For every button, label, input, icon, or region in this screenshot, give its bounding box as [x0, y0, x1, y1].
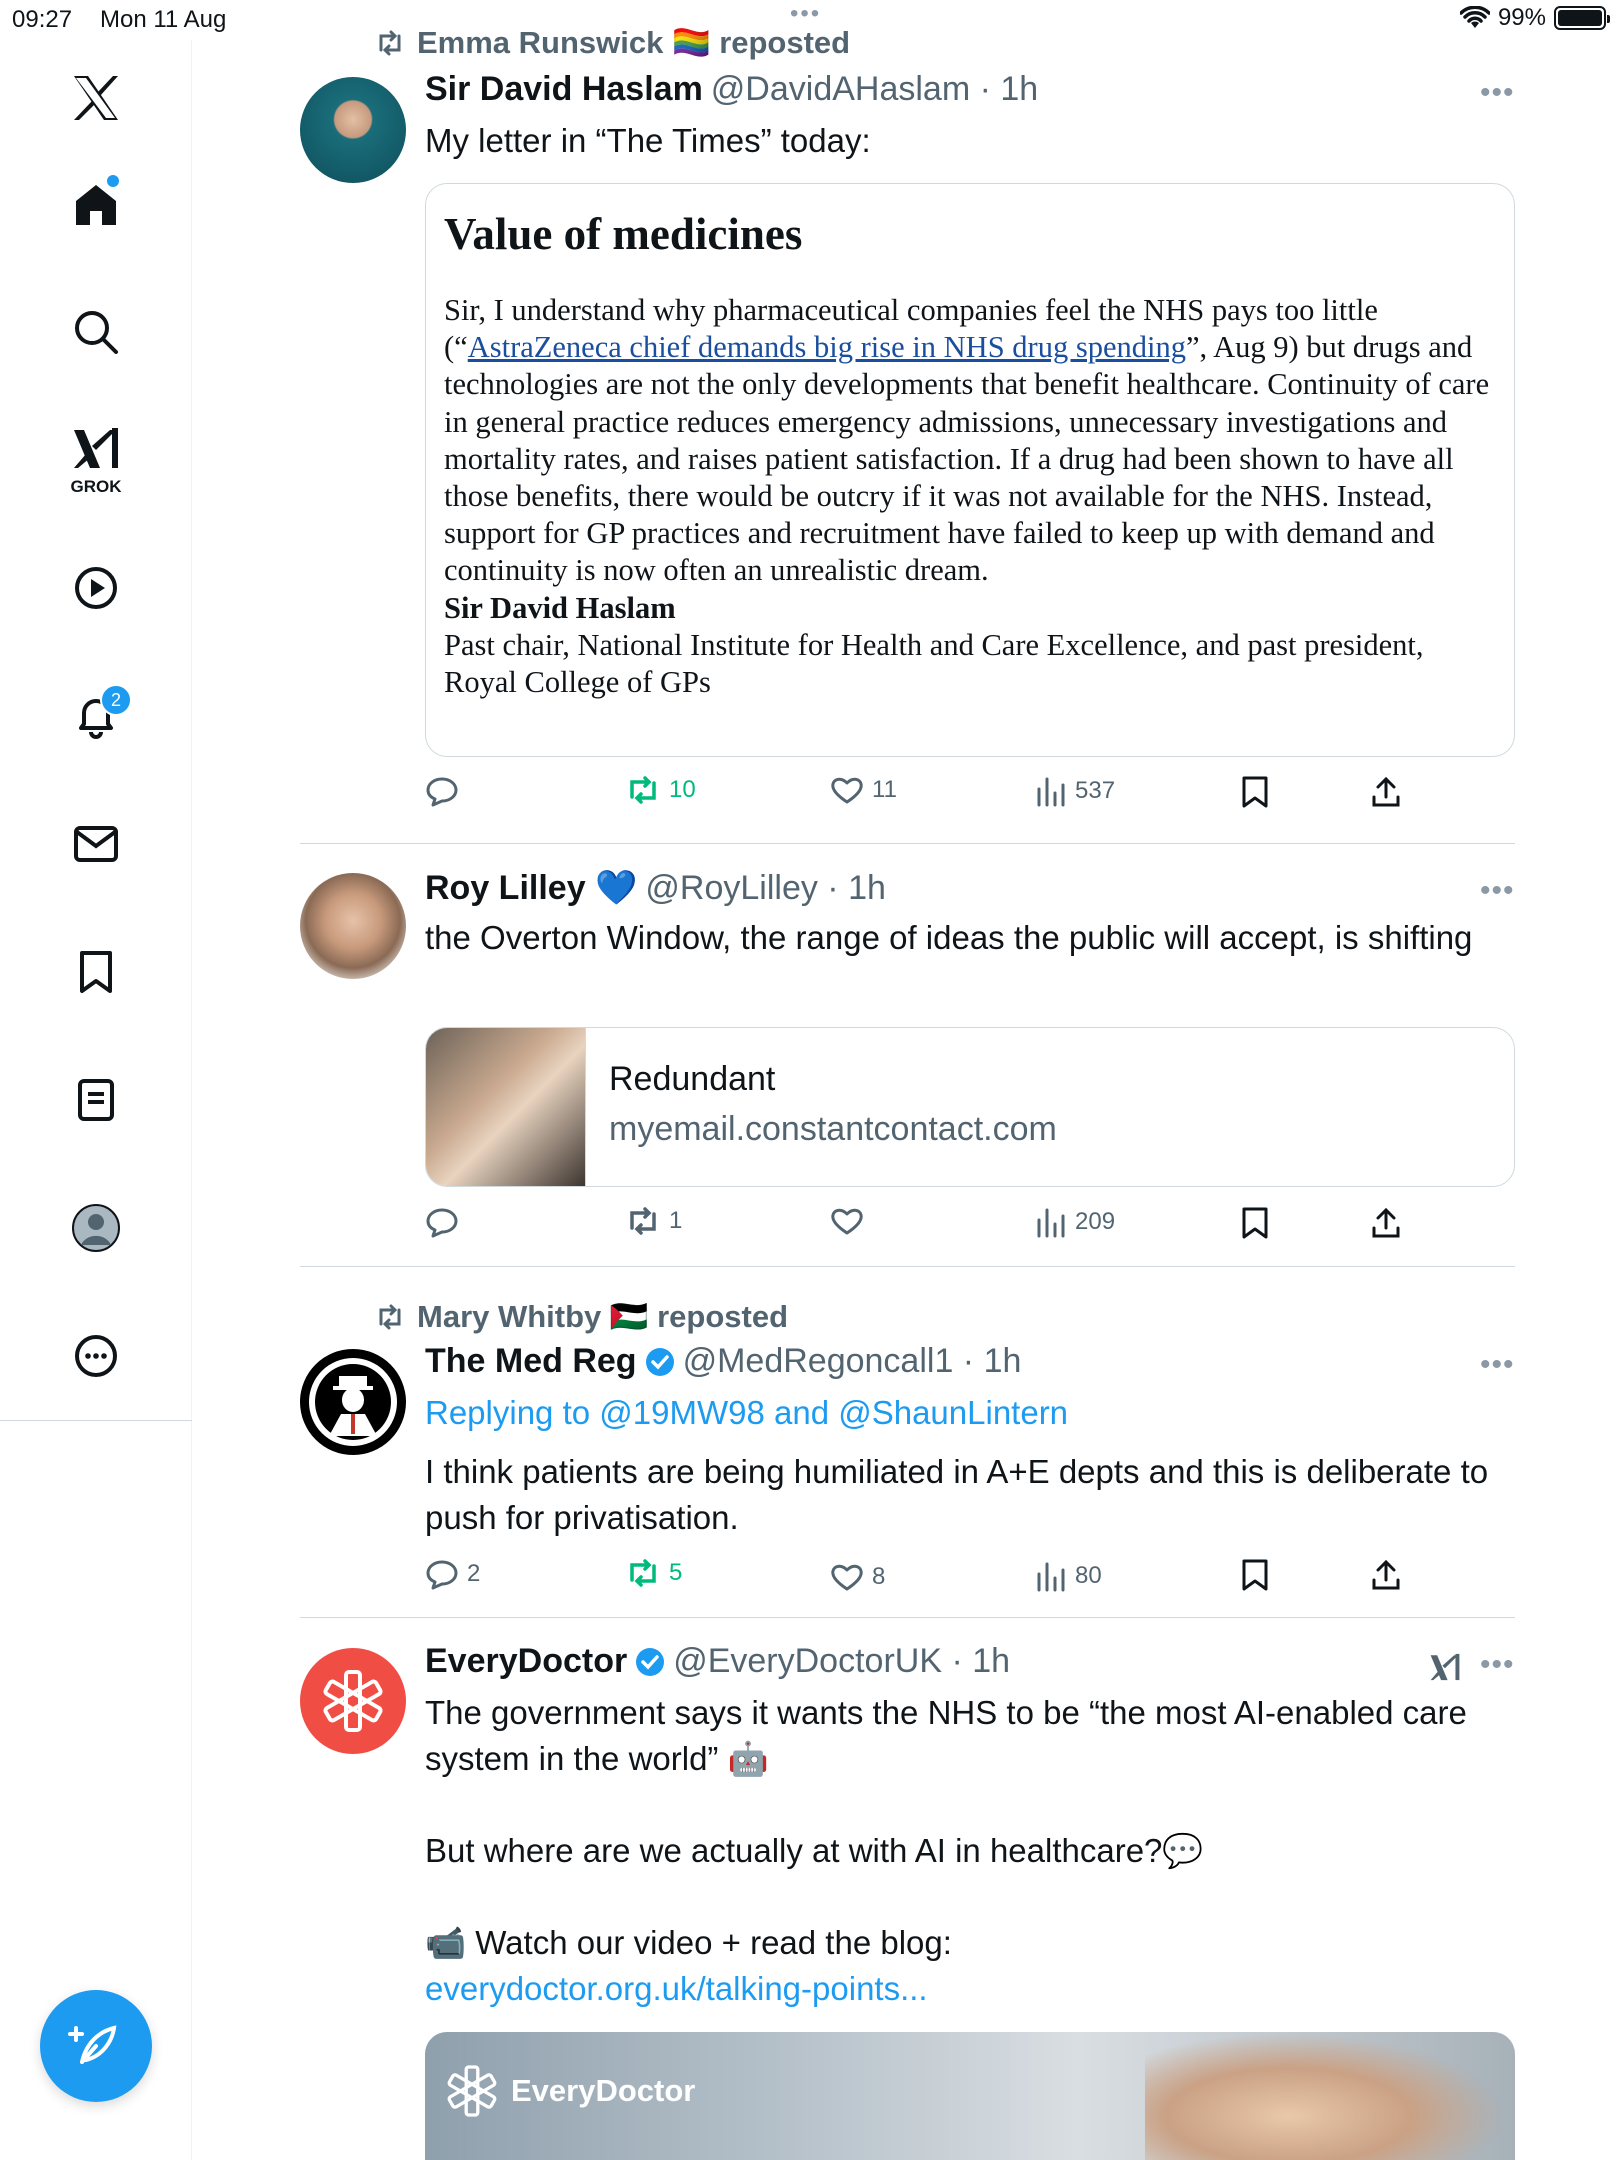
like-button[interactable] — [830, 1206, 872, 1236]
link-preview-domain: myemail.constantcontact.com — [609, 1110, 1057, 1148]
letter-credentials: Past chair, National Institute for Health and Care Excellence, and past president, Royal College of GPs — [444, 627, 1424, 700]
author-name[interactable]: Roy Lilley 💙 — [425, 869, 638, 907]
messages-envelope-icon[interactable] — [66, 814, 126, 874]
sidebar — [0, 40, 192, 2160]
repost-label: Emma Runswick 🏳️‍🌈 reposted — [417, 25, 851, 60]
video-play-icon[interactable] — [66, 558, 126, 618]
views-button[interactable]: 209 — [1035, 1206, 1115, 1238]
reply-icon — [425, 1206, 459, 1238]
video-brand — [443, 2062, 695, 2120]
video-brand-label: EveryDoctor — [511, 2073, 696, 2108]
letter-link: AstraZeneca chief demands big rise in NHS drug spending — [467, 330, 1186, 365]
bookmark-button[interactable] — [1240, 1206, 1270, 1240]
letter-signature: Sir David Haslam — [444, 590, 676, 625]
repost-button[interactable]: 5 — [625, 1558, 682, 1588]
video-preview[interactable] — [425, 2032, 1515, 2160]
wifi-icon — [1460, 6, 1490, 30]
lists-icon[interactable] — [66, 1070, 126, 1130]
letter-body: Sir, I understand why pharmaceutical companies feel the NHS pays too little (“AstraZeneca chief demands big rise in NHS drug spending”, Aug 9) but drugs and technologies are not the only developments that benefit healthcare. Continuity of care in general practice reduces emergency admissions, unnecessary investigations and mortality rates, and raises patient satisfaction. If a drug had been shown to have all those benefits, there would be outcry if it was not available for the NHS. Instead, support for GP practices and recruitment have failed to keep up with demand and continuity is now often an unrealistic dream. Sir David Haslam Past chair, National Institute for Health and Care Excellence, and past president, Royal College of GPs — [444, 293, 1490, 700]
medical-star-logo-icon — [443, 2062, 501, 2120]
reply-icon — [425, 775, 459, 807]
bookmarks-icon[interactable] — [66, 942, 126, 1002]
notifications-bell-icon[interactable] — [66, 686, 126, 746]
tweet-header — [425, 1342, 1021, 1381]
tweet-header — [425, 70, 1038, 109]
grok-icon[interactable] — [66, 418, 126, 478]
tweet-actions — [425, 1558, 1515, 1598]
tweet-header — [425, 868, 886, 908]
avatar[interactable] — [300, 1648, 406, 1754]
verified-badge-icon — [635, 1647, 665, 1677]
share-icon — [1370, 775, 1402, 809]
avatar[interactable] — [300, 873, 406, 979]
tweet-text: 📹 Watch our video + read the blog: — [425, 1924, 952, 1961]
compose-feather-icon — [68, 2018, 124, 2074]
repost-icon — [625, 775, 661, 805]
status-date: Mon 11 Aug — [100, 6, 227, 33]
views-button[interactable]: 80 — [1035, 1560, 1102, 1592]
tweet-more-button[interactable]: ••• — [1480, 1348, 1515, 1381]
views-chart-icon — [1035, 775, 1067, 807]
repost-indicator[interactable] — [375, 24, 850, 61]
tweet-divider — [300, 1266, 1515, 1267]
repost-indicator[interactable] — [375, 1298, 788, 1335]
sidebar-divider — [0, 1420, 192, 1421]
battery-percent: 99% — [1497, 4, 1546, 31]
avatar[interactable] — [300, 1349, 406, 1455]
home-icon[interactable] — [66, 174, 126, 234]
tweet-divider — [300, 1617, 1515, 1618]
home-new-dot — [104, 172, 122, 190]
tweet-more-button[interactable]: ••• — [1480, 874, 1515, 907]
notifications-badge: 2 — [100, 684, 132, 716]
battery-icon — [1554, 6, 1606, 30]
tweet-actions — [425, 1206, 1515, 1246]
bookmark-icon — [1240, 1206, 1270, 1240]
tweet-more-button[interactable]: ••• — [1480, 1648, 1515, 1681]
status-time: 09:27 — [12, 6, 73, 33]
replying-to[interactable]: Replying to @19MW98 and @ShaunLintern — [425, 1394, 1069, 1431]
author-handle[interactable]: @MedRegoncall1 · 1h — [682, 1342, 1022, 1380]
reply-button[interactable]: 2 — [425, 1558, 480, 1590]
author-handle[interactable]: @DavidAHaslam · 1h — [710, 70, 1039, 108]
like-button[interactable]: 8 — [830, 1562, 885, 1592]
views-chart-icon — [1035, 1206, 1067, 1238]
views-chart-icon — [1035, 1560, 1067, 1592]
reply-button[interactable] — [425, 1206, 467, 1238]
tweet-text: But where are we actually at with AI in healthcare?💬 — [425, 1832, 1204, 1869]
share-icon — [1370, 1206, 1402, 1240]
status-indicators — [1460, 4, 1606, 32]
tweet-header — [425, 1642, 1010, 1681]
views-button[interactable]: 537 — [1035, 775, 1115, 807]
bookmark-button[interactable] — [1240, 775, 1270, 809]
reply-button[interactable] — [425, 775, 467, 807]
tweet-more-button[interactable]: ••• — [1480, 76, 1515, 109]
link-preview-card[interactable] — [425, 1027, 1515, 1187]
profile-avatar-icon[interactable] — [66, 1198, 126, 1258]
reply-icon — [425, 1558, 459, 1590]
search-icon[interactable] — [66, 302, 126, 362]
letter-image[interactable] — [425, 183, 1515, 757]
repost-label: Mary Whitby 🇵🇸 reposted — [417, 1299, 789, 1334]
author-handle[interactable]: @RoyLilley · 1h — [645, 868, 886, 907]
repost-button[interactable]: 1 — [625, 1206, 682, 1236]
video-thumbnail — [1145, 2032, 1505, 2160]
author-handle[interactable]: @EveryDoctorUK · 1h — [673, 1642, 1011, 1680]
anonymous-mask-logo-icon — [305, 1354, 401, 1450]
tweet-link[interactable]: everydoctor.org.uk/talking-points... — [425, 1970, 928, 2007]
share-button[interactable] — [1370, 775, 1402, 809]
repost-button[interactable]: 10 — [625, 775, 696, 805]
verified-badge-icon — [645, 1347, 675, 1377]
multitasking-dots-icon[interactable]: ••• — [790, 0, 822, 27]
heart-icon — [830, 775, 864, 805]
heart-icon — [830, 1206, 864, 1236]
tweet-text: the Overton Window, the range of ideas the public will accept, is shifting — [425, 919, 1473, 956]
x-logo-icon[interactable] — [66, 68, 126, 128]
compose-post-button[interactable] — [40, 1990, 152, 2102]
grok-label: GROK — [70, 477, 122, 496]
link-preview-title: Redundant — [609, 1060, 776, 1098]
bookmark-button[interactable] — [1240, 1558, 1270, 1592]
tweet-actions — [425, 775, 1515, 815]
repost-icon — [375, 30, 405, 56]
more-options-icon[interactable] — [66, 1326, 126, 1386]
share-button[interactable] — [1370, 1206, 1402, 1240]
tweet-divider — [300, 843, 1515, 844]
share-button[interactable] — [1370, 1558, 1402, 1592]
author-name[interactable]: Sir David Haslam — [425, 70, 703, 108]
repost-icon — [625, 1206, 661, 1236]
repost-icon — [625, 1558, 661, 1588]
share-icon — [1370, 1558, 1402, 1592]
repost-icon — [375, 1304, 405, 1330]
medical-star-logo-icon — [318, 1666, 388, 1736]
link-preview-thumbnail — [426, 1028, 586, 1187]
letter-title: Value of medicines — [444, 209, 803, 259]
tweet-text: I think patients are being humiliated in A+E depts and this is deliberate to push for privatisation. — [425, 1453, 1489, 1536]
like-button[interactable]: 11 — [830, 775, 897, 805]
bookmark-icon — [1240, 1558, 1270, 1592]
tweet-text: My letter in “The Times” today: — [425, 122, 871, 159]
avatar[interactable] — [300, 77, 406, 183]
author-name[interactable]: The Med Reg — [425, 1342, 637, 1380]
author-name[interactable]: EveryDoctor — [425, 1642, 628, 1680]
heart-icon — [830, 1562, 864, 1592]
bookmark-icon — [1240, 775, 1270, 809]
grok-explain-icon[interactable] — [1428, 1650, 1462, 1684]
tweet-text: The government says it wants the NHS to be “the most AI-enabled care system in the world” 🤖 — [425, 1694, 1467, 1777]
